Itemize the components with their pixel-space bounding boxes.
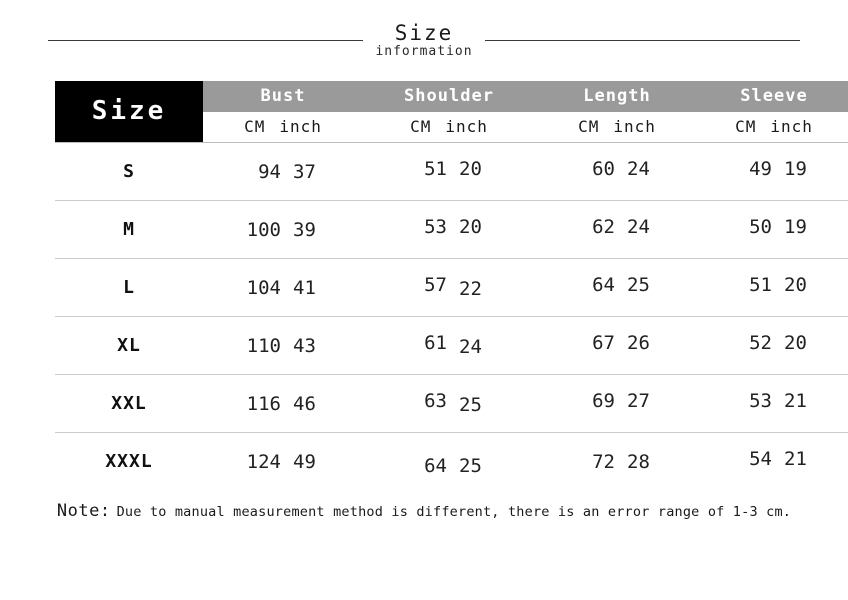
cell-sleeve (699, 259, 848, 317)
value-sleeve-cm: 51 (749, 273, 772, 296)
value-shoulder-inch: 20 (459, 157, 482, 180)
cell-length (535, 201, 699, 259)
value-bust-inch: 43 (293, 334, 316, 357)
cell-sleeve (699, 375, 848, 433)
cell-shoulder (363, 375, 535, 433)
page-title-secondary: information (375, 44, 473, 60)
cell-bust (203, 259, 363, 317)
table-row (55, 201, 848, 259)
value-length-inch: 27 (627, 389, 650, 412)
cell-sleeve (699, 201, 848, 259)
cell-sleeve (699, 433, 848, 491)
header-rule-left (48, 40, 363, 41)
value-bust-cm: 116 (246, 392, 281, 415)
row-size-label: S (55, 143, 203, 201)
page-title (363, 22, 484, 59)
cell-length (535, 259, 699, 317)
cell-shoulder (363, 259, 535, 317)
value-bust-inch: 49 (293, 450, 316, 473)
unit-cell-bust (203, 112, 363, 143)
value-length-inch: 25 (627, 273, 650, 296)
cell-sleeve (699, 143, 848, 201)
row-size-label: XXL (55, 375, 203, 433)
note-text: Due to manual measurement method is different, there is an error range of 1-3 cm. (116, 503, 792, 520)
value-length-cm: 64 (592, 273, 615, 296)
value-bust-inch: 41 (293, 276, 316, 299)
column-group-shoulder: Shoulder (363, 81, 535, 112)
table-row (55, 317, 848, 375)
value-length-inch: 26 (627, 331, 650, 354)
unit-cell-length (535, 112, 699, 143)
table-row (55, 433, 848, 491)
size-table (55, 81, 848, 491)
value-length-cm: 62 (592, 215, 615, 238)
value-shoulder-cm: 51 (424, 157, 447, 180)
value-shoulder-cm: 53 (424, 215, 447, 238)
row-size-label: XL (55, 317, 203, 375)
value-shoulder-inch: 20 (459, 215, 482, 238)
cell-length (535, 433, 699, 491)
table-row (55, 143, 848, 201)
cell-bust (203, 201, 363, 259)
unit-shoulder-cm: CM (410, 117, 432, 137)
table-row (55, 375, 848, 433)
measurement-note (8, 501, 840, 521)
note-label: Note: (56, 500, 111, 521)
cell-bust (203, 433, 363, 491)
cell-bust (203, 375, 363, 433)
value-bust-cm: 100 (246, 218, 281, 241)
unit-length-cm: CM (578, 117, 600, 137)
row-size-label: XXXL (55, 433, 203, 491)
unit-bust-cm: CM (244, 117, 266, 137)
value-length-cm: 72 (592, 450, 615, 473)
row-size-label: M (55, 201, 203, 259)
value-length-cm: 60 (592, 157, 615, 180)
value-sleeve-inch: 21 (784, 389, 807, 412)
value-sleeve-inch: 20 (784, 331, 807, 354)
cell-shoulder (363, 317, 535, 375)
page-title-primary: Size (394, 21, 454, 45)
cell-bust (203, 143, 363, 201)
unit-shoulder-inch: inch (445, 117, 488, 137)
cell-length (535, 375, 699, 433)
unit-bust-inch: inch (279, 117, 322, 137)
column-group-bust: Bust (203, 81, 363, 112)
value-shoulder-cm: 64 (424, 454, 447, 477)
unit-sleeve-cm: CM (735, 117, 757, 137)
cell-length (535, 143, 699, 201)
cell-shoulder (363, 143, 535, 201)
value-sleeve-inch: 21 (784, 447, 807, 470)
table-row (55, 259, 848, 317)
value-bust-inch: 39 (293, 218, 316, 241)
value-bust-cm: 124 (246, 450, 281, 473)
size-table-wrapper (55, 81, 813, 491)
table-corner-label: Size (55, 81, 203, 143)
unit-cell-sleeve (699, 112, 848, 143)
table-body (55, 143, 848, 491)
unit-sleeve-inch: inch (770, 117, 813, 137)
cell-sleeve (699, 317, 848, 375)
value-shoulder-cm: 63 (424, 389, 447, 412)
value-length-inch: 28 (627, 450, 650, 473)
value-sleeve-inch: 19 (784, 215, 807, 238)
value-shoulder-cm: 61 (424, 331, 447, 354)
group-header-row (55, 81, 848, 112)
value-shoulder-inch: 25 (459, 454, 482, 477)
value-sleeve-cm: 50 (749, 215, 772, 238)
header-rule-right (485, 40, 800, 41)
value-shoulder-inch: 25 (459, 393, 482, 416)
column-group-sleeve: Sleeve (699, 81, 848, 112)
unit-cell-shoulder (363, 112, 535, 143)
value-sleeve-cm: 53 (749, 389, 772, 412)
value-length-inch: 24 (627, 157, 650, 180)
value-bust-cm: 110 (246, 334, 281, 357)
row-size-label: L (55, 259, 203, 317)
value-length-cm: 69 (592, 389, 615, 412)
value-shoulder-inch: 24 (459, 335, 482, 358)
cell-shoulder (363, 201, 535, 259)
table-head (55, 81, 848, 143)
value-sleeve-cm: 54 (749, 447, 772, 470)
value-sleeve-cm: 52 (749, 331, 772, 354)
value-bust-cm: 94 (258, 160, 281, 183)
cell-shoulder (363, 433, 535, 491)
value-bust-cm: 104 (246, 276, 281, 299)
page-header (48, 22, 800, 59)
value-sleeve-cm: 49 (749, 157, 772, 180)
value-bust-inch: 46 (293, 392, 316, 415)
cell-length (535, 317, 699, 375)
value-sleeve-inch: 20 (784, 273, 807, 296)
unit-length-inch: inch (613, 117, 656, 137)
column-group-length: Length (535, 81, 699, 112)
value-shoulder-cm: 57 (424, 273, 447, 296)
value-sleeve-inch: 19 (784, 157, 807, 180)
cell-bust (203, 317, 363, 375)
value-length-inch: 24 (627, 215, 650, 238)
value-shoulder-inch: 22 (459, 277, 482, 300)
value-length-cm: 67 (592, 331, 615, 354)
size-chart-page (0, 22, 848, 600)
value-bust-inch: 37 (293, 160, 316, 183)
